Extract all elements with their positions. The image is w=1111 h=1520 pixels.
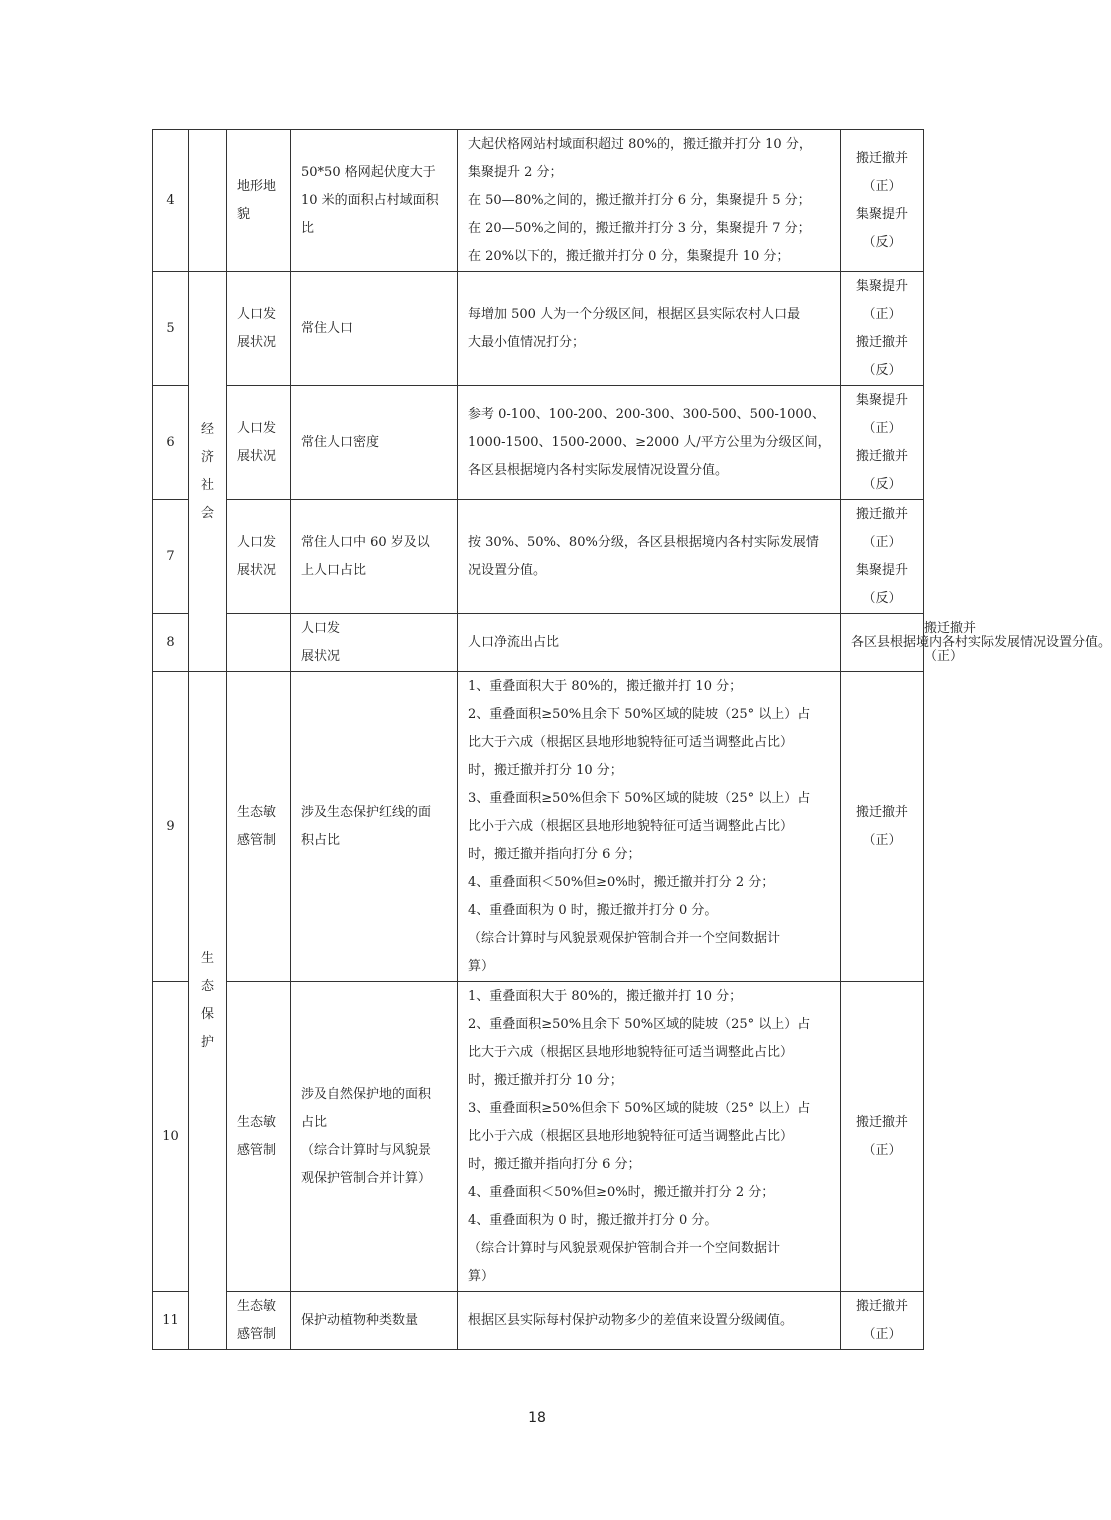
category-cell: 人口发 展状况	[227, 500, 291, 614]
table-row	[153, 1292, 924, 1350]
indicator-cell: 涉及自然保护地的面积 占比 （综合计算时与风貌景 观保护管制合并计算）	[291, 982, 458, 1292]
rule-cell: 根据区县实际每村保护动物多少的差值来设置分级阈值。	[458, 1292, 841, 1350]
indicator-cell: 人口净流出占比	[458, 614, 841, 672]
table-row	[153, 386, 924, 500]
row-number: 9	[153, 672, 189, 982]
category-cell: 人口发 展状况	[227, 386, 291, 500]
rule-cell: 按 30%、50%、80%分级，各区县根据境内各村实际发展情 况设置分值。	[458, 500, 841, 614]
dimension-cell-ecological-protection: 生 态 保 护	[189, 672, 227, 1350]
category-cell: 生态敏 感管制	[227, 982, 291, 1292]
indicator-table	[152, 129, 1111, 1350]
indicator-cell: 保护动植物种类数量	[291, 1292, 458, 1350]
direction-cell: 集聚提升 （正） 搬迁撤并 （反）	[841, 272, 924, 386]
category-cell: 人口发 展状况	[227, 272, 291, 386]
indicator-cell: 50*50 格网起伏度大于 10 米的面积占村域面积 比	[291, 130, 458, 272]
table-row	[153, 982, 924, 1292]
rule-cell: 各区县根据境内各村实际发展情况设置分值。	[841, 614, 924, 672]
rule-cell: 1、重叠面积大于 80%的，搬迁撤并打 10 分； 2、重叠面积≥50%且余下 50%区域的陡坡（25° 以上）占 比大于六成（根据区县地形地貌特征可适当调整此占比） 时，搬迁撤并打分 10 分； 3、重叠面积≥50%但余下 50%区域的陡坡（25° 以上）占 比小于六成（根据区县地形地貌特征可适当调整此占比） 时，搬迁撤并指向打分 6 分； 4、重叠面积＜50%但≥0%时，搬迁撤并打分 2 分； 4、重叠面积为 0 时，搬迁撤并打分 0 分。 （综合计算时与风貌景观保护管制合并一个空间数据计 算）	[458, 672, 841, 982]
indicator-cell: 常住人口	[291, 272, 458, 386]
category-cell: 人口发 展状况	[291, 614, 458, 672]
indicator-cell: 常住人口中 60 岁及以 上人口占比	[291, 500, 458, 614]
direction-cell: 搬迁撤并 （正） 集聚提升 （反）	[841, 500, 924, 614]
table-row: 8 人口发 展状况 人口净流出占比 各区县根据境内各村实际发展情况设置分值。 搬迁撤并 （正）	[153, 614, 924, 672]
category-cell: 生态敏 感管制	[227, 1292, 291, 1350]
rule-cell: 每增加 500 人为一个分级区间，根据区县实际农村人口最 大最小值情况打分；	[458, 272, 841, 386]
row-number: 11	[153, 1292, 189, 1350]
rule-cell: 参考 0-100、100-200、200-300、300-500、500-1000、 1000-1500、1500-2000、≥2000 人/平方公里为分级区间， 各区县根据境内各村实际发展情况设置分值。	[458, 386, 841, 500]
indicator-cell: 常住人口密度	[291, 386, 458, 500]
dimension-cell-economic-social: 经 济 社 会	[189, 272, 227, 672]
row-number: 8	[153, 614, 189, 672]
direction-cell: 搬迁撤并 （正）	[841, 982, 924, 1292]
row-number: 5	[153, 272, 189, 386]
dimension-cell-empty	[227, 614, 291, 672]
row-number: 7	[153, 500, 189, 614]
dimension-cell-empty	[189, 130, 227, 272]
indicator-cell: 涉及生态保护红线的面 积占比	[291, 672, 458, 982]
row-number: 4	[153, 130, 189, 272]
row-number: 10	[153, 982, 189, 1292]
page-number: 18	[528, 1410, 546, 1426]
category-cell: 生态敏 感管制	[227, 672, 291, 982]
table-row	[153, 672, 924, 982]
category-cell: 地形地 貌	[227, 130, 291, 272]
table-row	[153, 500, 924, 614]
table-row	[153, 272, 924, 386]
direction-cell: 搬迁撤并 （正） 集聚提升 （反）	[841, 130, 924, 272]
direction-cell: 搬迁撤并 （正）	[841, 672, 924, 982]
table-row	[153, 130, 924, 272]
row-number: 6	[153, 386, 189, 500]
rule-cell: 大起伏格网站村域面积超过 80%的，搬迁撤并打分 10 分， 集聚提升 2 分； 在 50—80%之间的，搬迁撤并打分 6 分，集聚提升 5 分； 在 20—50%之间的，搬迁撤并打分 3 分，集聚提升 7 分； 在 20%以下的，搬迁撤并打分 0 分，集聚提升 10 分；	[458, 130, 841, 272]
direction-cell: 搬迁撤并 （正）	[841, 1292, 924, 1350]
direction-cell: 集聚提升 （正） 搬迁撤并 （反）	[841, 386, 924, 500]
rule-cell: 1、重叠面积大于 80%的，搬迁撤并打 10 分； 2、重叠面积≥50%且余下 50%区域的陡坡（25° 以上）占 比大于六成（根据区县地形地貌特征可适当调整此占比） 时，搬迁撤并打分 10 分； 3、重叠面积≥50%但余下 50%区域的陡坡（25° 以上）占 比小于六成（根据区县地形地貌特征可适当调整此占比） 时，搬迁撤并指向打分 6 分； 4、重叠面积＜50%但≥0%时，搬迁撤并打分 2 分； 4、重叠面积为 0 时，搬迁撤并打分 0 分。 （综合计算时与风貌景观保护管制合并一个空间数据计 算）	[458, 982, 841, 1292]
